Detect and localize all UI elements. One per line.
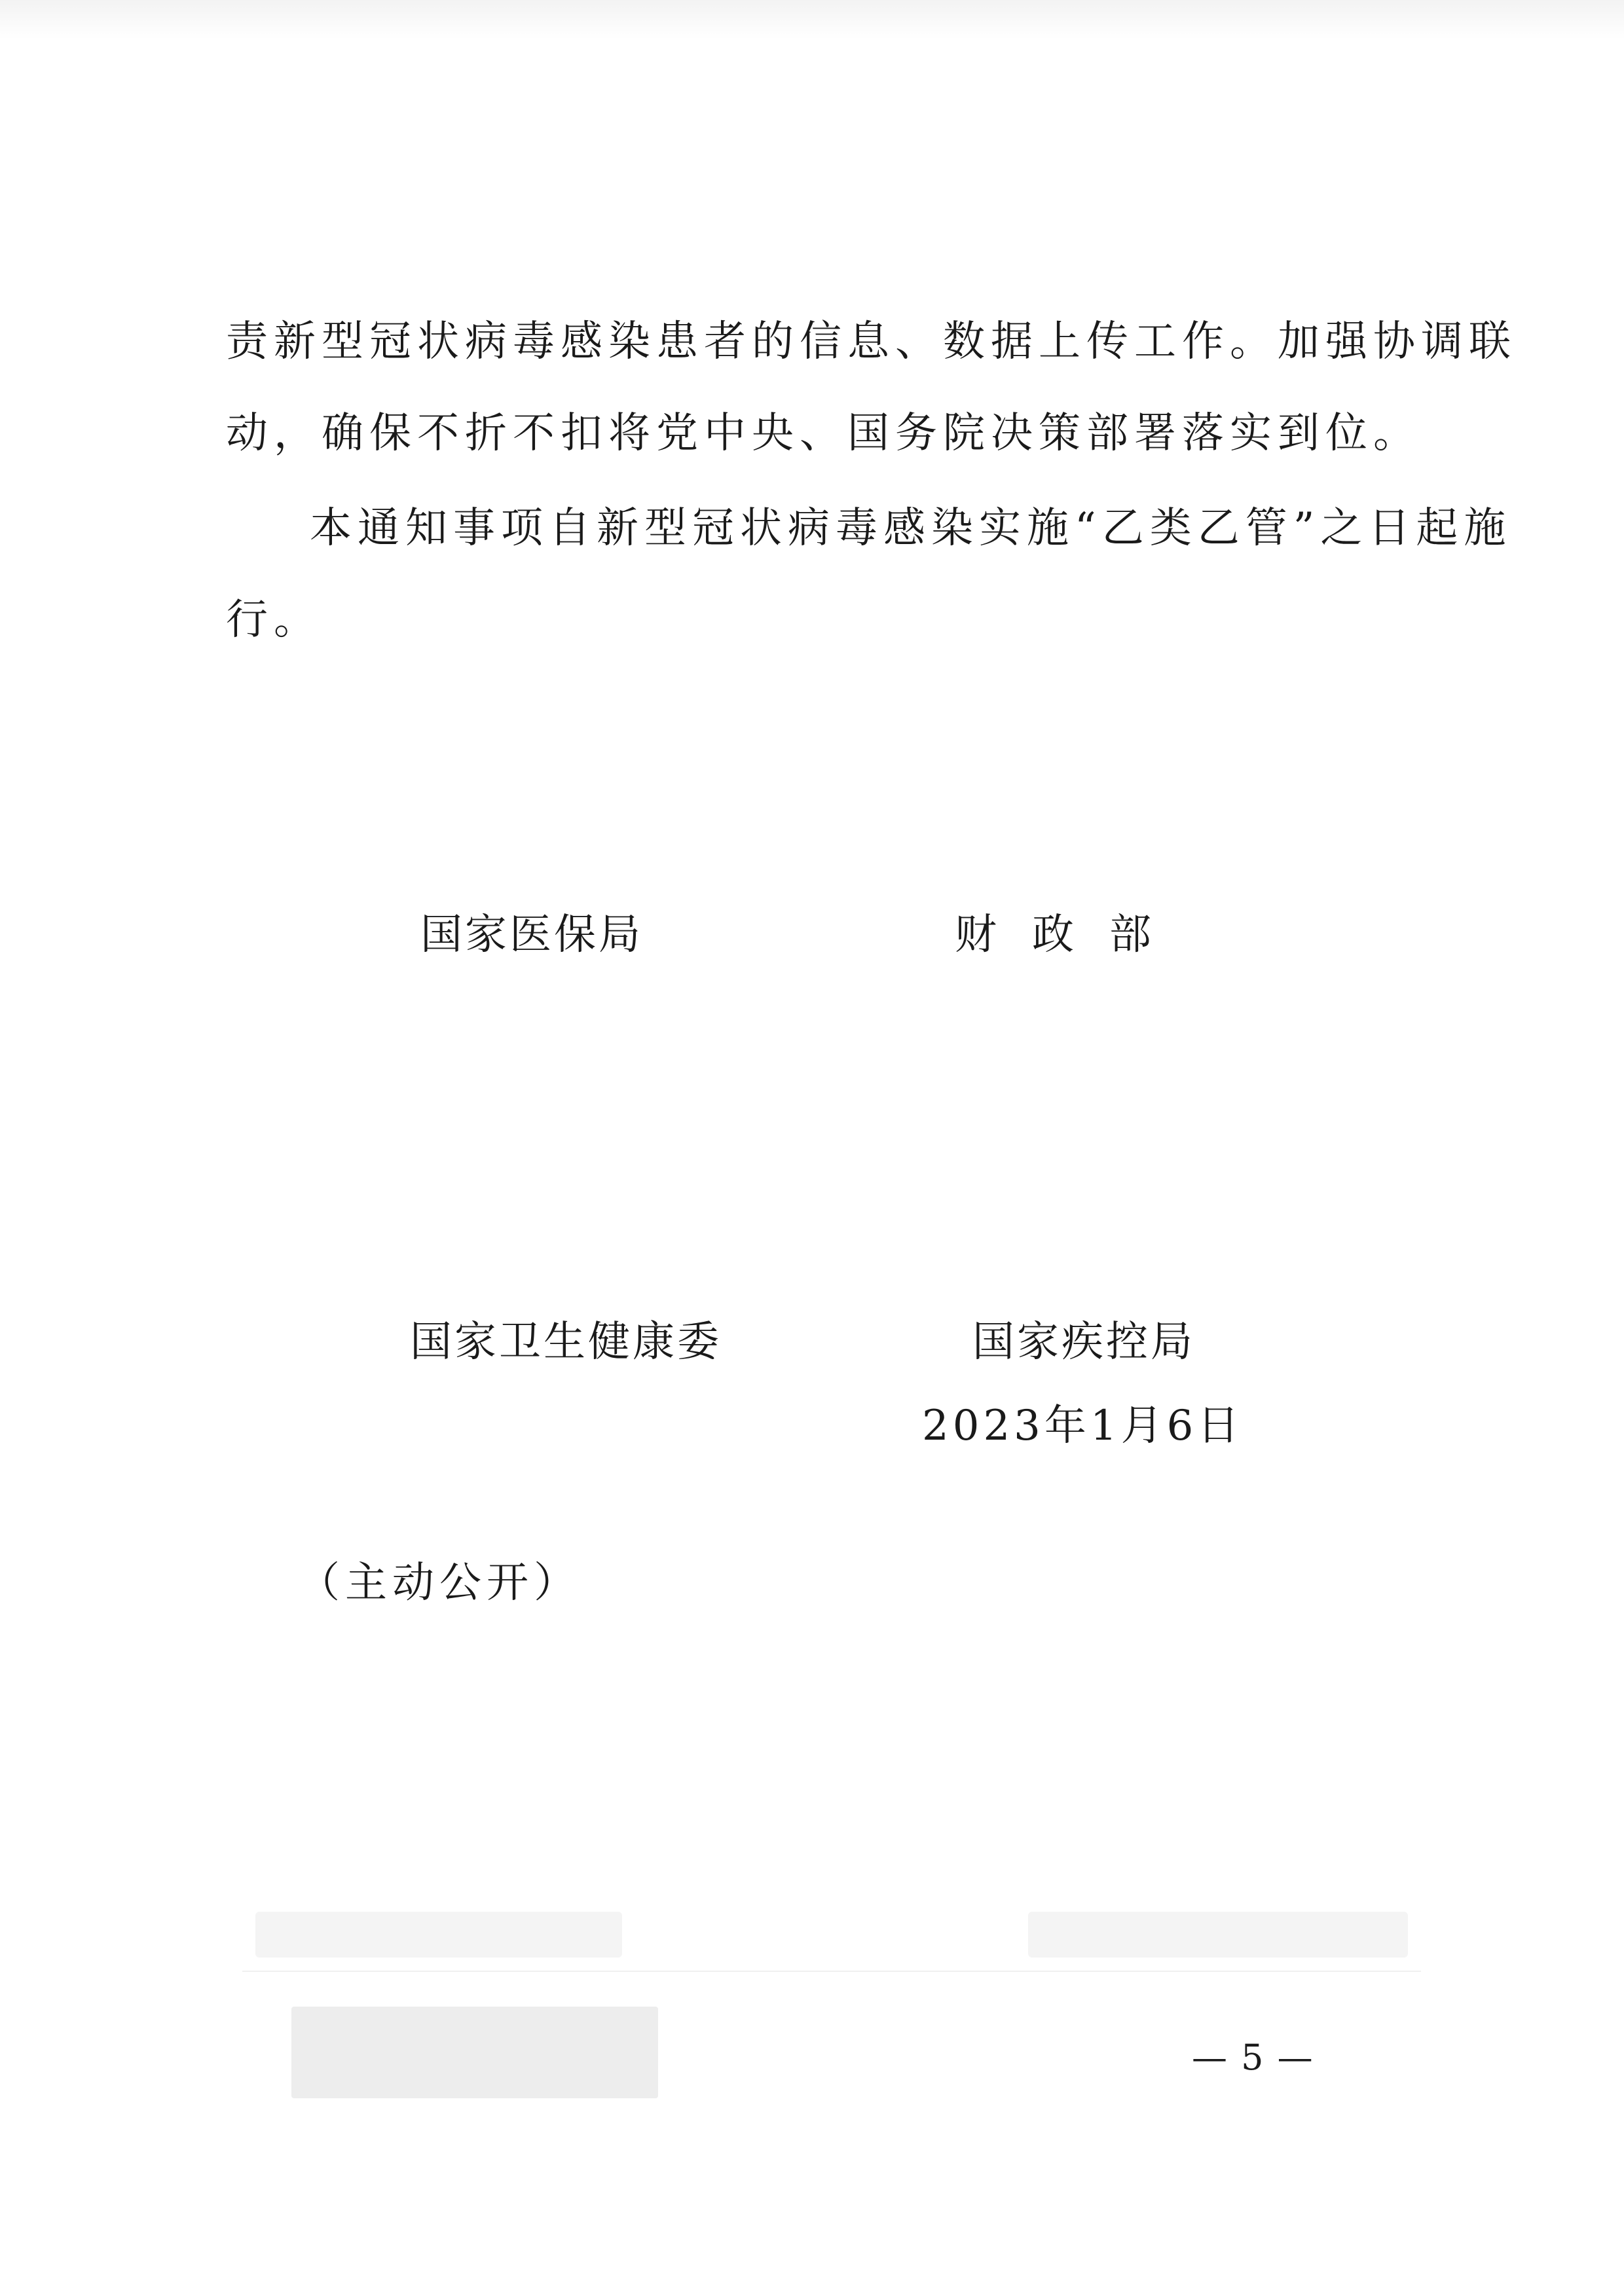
signatory-disease-control: 国家疾控局 xyxy=(972,1318,1195,1366)
page-number: — 5 — xyxy=(1192,2037,1314,2078)
signatory-finance: 财政部 xyxy=(955,911,1187,959)
paragraph-2 xyxy=(226,483,1512,666)
scan-edge xyxy=(0,0,1624,39)
paragraph-1 xyxy=(226,296,1517,479)
signatory-medical-insurance: 国家医保局 xyxy=(420,911,643,959)
footer-divider xyxy=(242,1971,1421,1972)
paragraph-2-line-1: 本通知事项自新型冠状病毒感染实施“乙类乙管”之日起施 xyxy=(310,504,1512,553)
disclosure-label: （主动公开） xyxy=(298,1559,581,1607)
paragraph-1-line-2: 动，确保不折不扣将党中央、国务院决策部署落实到位。 xyxy=(226,409,1421,458)
signatory-health-commission: 国家卫生健康委 xyxy=(410,1318,722,1366)
paragraph-1-line-1: 责新型冠状病毒感染患者的信息、数据上传工作。加强协调联 xyxy=(226,318,1517,366)
issue-date: 2023年1月6日 xyxy=(922,1402,1244,1450)
faint-footer-block xyxy=(291,2007,658,2098)
faint-footer-mark-right xyxy=(1028,1912,1408,1958)
paragraph-2-line-2: 行。 xyxy=(226,596,322,644)
faint-footer-mark-left xyxy=(255,1912,622,1958)
